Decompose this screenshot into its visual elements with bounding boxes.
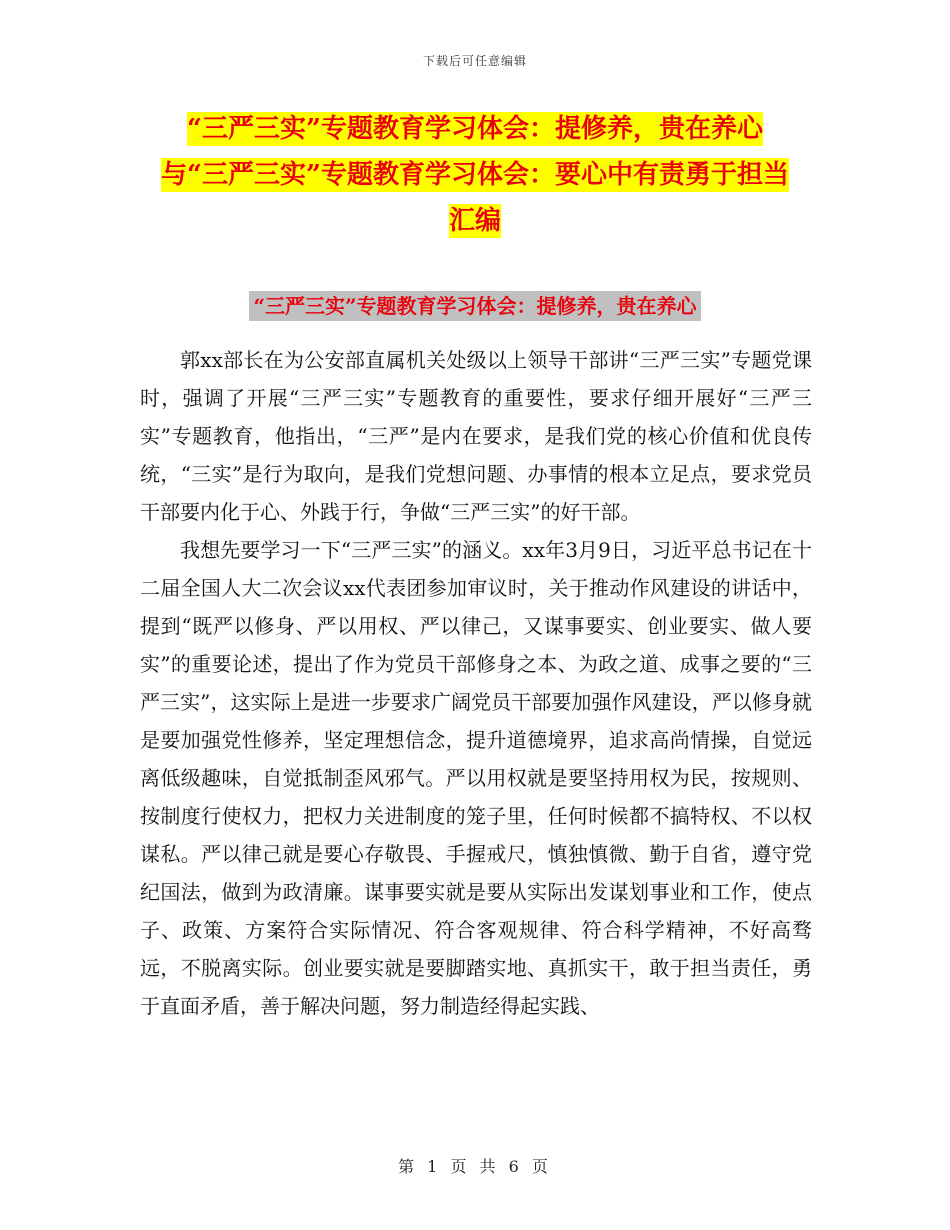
header-note: 下载后可任意编辑 — [422, 54, 527, 68]
document-title — [120, 106, 830, 244]
section-heading-text: “三严三实”专题教育学习体会：提修养，贵在养心 — [249, 291, 700, 321]
title-line-2-text: 与“三严三实”专题教育学习体会：要心中有责勇于担当 — [161, 160, 789, 190]
title-line-3-text: 汇编 — [448, 206, 501, 236]
body-text — [140, 341, 812, 1025]
section-heading — [0, 290, 950, 319]
page-footer: 第 1 页 共 6 页 — [398, 1157, 552, 1176]
paragraph-1: 郭xx部长在为公安部直属机关处级以上领导干部讲“三严三实”专题党课时，强调了开展“三严三实”专题教育的重要性，要求仔细开展好“三严三实”专题教育，他指出，“三严”是内在要求，是我们党的核心价值和优良传统，“三实”是行为取向，是我们党想问题、办事情的根本立足点，要求党员干部要内化于心、外践于行，争做“三严三实”的好干部。 — [140, 348, 812, 524]
paragraph-2: 我想先要学习一下“三严三实”的涵义。xx年3月9日，习近平总书记在十二届全国人大二次会议xx代表团参加审议时，关于推动作风建设的讲话中，提到“既严以修身、严以用权、严以律己，又谋事要实、创业要实、做人要实”的重要论述，提出了作为党员干部修身之本、为政之道、成事之要的“三严三实”，这实际上是进一步要求广阔党员干部要加强作风建设，严以修身就是要加强党性修养，坚定理想信念，提升道德境界，追求高尚情操，自觉远离低级趣味，自觉抵制歪风邪气。严以用权就是要坚持用权为民，按规则、按制度行使权力，把权力关进制度的笼子里，任何时候都不搞特权、不以权谋私。严以律己就是要心存敬畏、手握戒尺，慎独慎微、勤于自省，遵守党纪国法，做到为政清廉。谋事要实就是要从实际出发谋划事业和工作，使点子、政策、方案符合实际情况、符合客观规律、符合科学精神，不好高骛远，不脱离实际。创业要实就是要脚踏实地、真抓实干，敢于担当责任，勇于直面矛盾，善于解决问题，努力制造经得起实践、 — [140, 538, 812, 1018]
title-line-1-text: “三严三实”专题教育学习体会：提修养，贵在养心 — [187, 114, 763, 144]
title-line-1 — [120, 106, 830, 152]
title-line-3 — [120, 198, 830, 244]
title-line-2 — [120, 152, 830, 198]
